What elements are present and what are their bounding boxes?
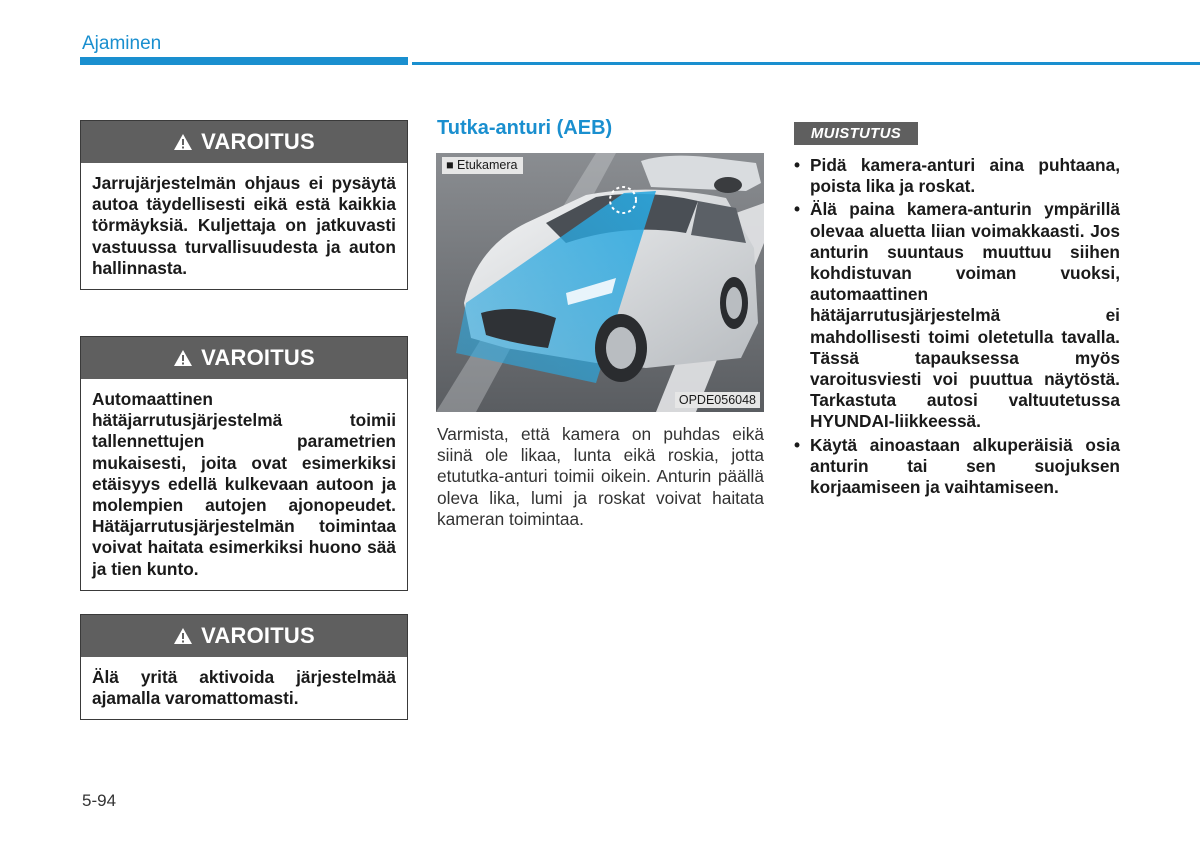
note-item-text: Älä paina kamera-anturin ympärillä olevaa aluetta liian voimakkaasti. Jos anturin suuntaus muuttuu siihen kohdistuvan voiman vuoksi, automaattinen hätäjarrutusjärjestelmä ei mahdollisesti toimi oletetulla tavalla. Tässä tapauksessa myös varoitusviesti voi puuttua näytöstä. Tarkastuta autosi valtuutetussa HYUNDAI-liikkeessä. xyxy=(810,199,1120,432)
warning-title: VAROITUS xyxy=(201,345,315,370)
note-tag: MUISTUTUS xyxy=(794,122,918,145)
warning-title: VAROITUS xyxy=(201,623,315,648)
car-radar-illustration xyxy=(436,153,764,412)
note-item xyxy=(794,155,1120,197)
warning-header xyxy=(81,337,407,379)
note-item-text: Pidä kamera-anturi aina puhtaana, poista lika ja roskat. xyxy=(810,155,1120,197)
warning-text: Automaattinen hätäjarrutusjärjestelmä toimii tallennettujen parametrien mukaisesti, joita ovat esimerkiksi etäisyys edellä kulkevaan autoon ja molempien autojen ajonopeudet. Hätäjarrutusjärjestelmän toimintaa voivat haitata esimerkiksi huono sää ja tien kunto. xyxy=(92,389,396,579)
page-number: 5-94 xyxy=(82,791,117,810)
aeb-paragraph: Varmista, että kamera on puhdas eikä siinä ole likaa, lunta eikä roskia, jotta etututka-anturi toimii oikein. Anturin päällä oleva lika, lumi ja roskat voivat haitata kameran toimintaa. xyxy=(437,424,764,529)
note-list xyxy=(794,155,1120,500)
bullet-icon: • xyxy=(794,199,801,220)
warning-triangle-icon xyxy=(173,349,193,367)
warning-box-1 xyxy=(80,120,408,290)
section-title: Ajaminen xyxy=(82,33,162,54)
figure-label: ■ Etukamera xyxy=(442,157,523,174)
warning-header xyxy=(81,615,407,657)
header-rule-thick xyxy=(80,57,408,65)
warning-triangle-icon xyxy=(173,133,193,151)
note-item xyxy=(794,435,1120,499)
figure-code: OPDE056048 xyxy=(675,392,760,408)
warning-header xyxy=(81,121,407,163)
warning-text: Älä yritä aktivoida järjestelmää ajamalla varomattomasti. xyxy=(92,667,396,709)
header-rule-thin xyxy=(412,62,1200,65)
note-item-text: Käytä ainoastaan alkuperäisiä osia anturin tai sen suojuksen korjaamiseen ja vaihtamiseen. xyxy=(810,434,1120,498)
bullet-icon: • xyxy=(794,434,801,455)
bullet-icon: • xyxy=(794,155,801,175)
warning-title: VAROITUS xyxy=(201,129,315,154)
warning-box-3 xyxy=(80,614,408,720)
warning-box-2 xyxy=(80,336,408,591)
warning-triangle-icon xyxy=(173,627,193,645)
aeb-heading: Tutka-anturi (AEB) xyxy=(437,117,613,139)
warning-text: Jarrujärjestelmän ohjaus ei pysäytä autoa täydellisesti eikä estä kaikkia törmäyksiä. Kuljettaja on jatkuvasti vastuussa turvallisuudesta ja auton hallinnasta. xyxy=(92,173,396,278)
front-camera-figure xyxy=(436,153,764,412)
note-item xyxy=(794,199,1120,432)
